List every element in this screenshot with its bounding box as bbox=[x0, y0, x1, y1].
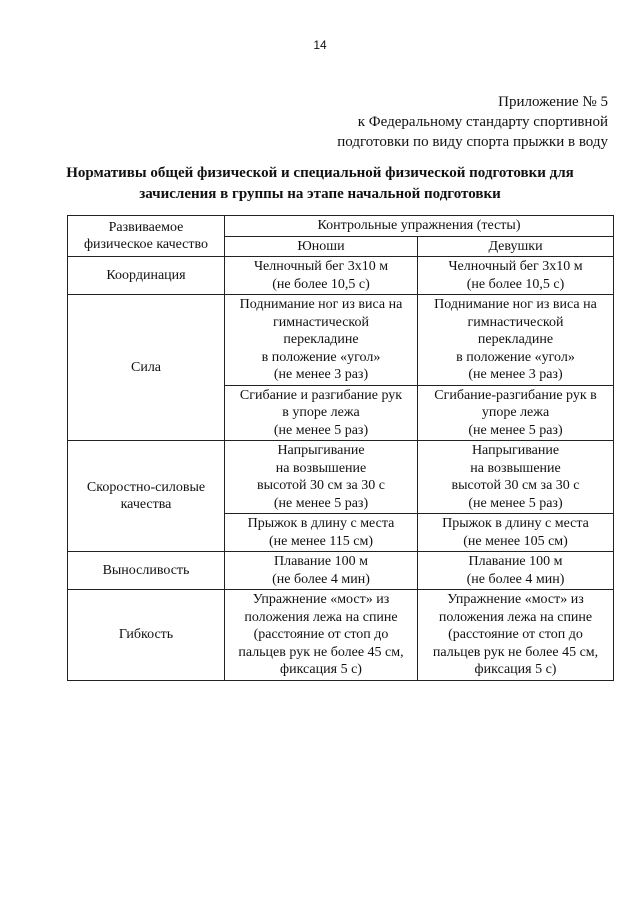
quality-cell: Гибкость bbox=[68, 590, 225, 681]
standards-table bbox=[67, 215, 614, 681]
boys-test-cell: Челночный бег 3х10 м (не более 10,5 с) bbox=[225, 257, 418, 295]
document-title-line-1: Нормативы общей физической и специальной физической подготовки для bbox=[66, 165, 574, 181]
girls-test-cell: Прыжок в длину с места (не менее 105 см) bbox=[418, 514, 614, 552]
girls-test-cell: Поднимание ног из виса на гимнастической перекладине в положение «угол» (не менее 3 раз) bbox=[418, 295, 614, 386]
boys-test-cell: Поднимание ног из виса на гимнастической перекладине в положение «угол» (не менее 3 раз) bbox=[225, 295, 418, 386]
document-title-line-2: зачисления в группы на этапе начальной подготовки bbox=[139, 186, 501, 202]
table-row bbox=[68, 257, 614, 295]
quality-cell: Сила bbox=[68, 295, 225, 441]
girls-test-cell: Плавание 100 м (не более 4 мин) bbox=[418, 552, 614, 590]
girls-test-cell: Челночный бег 3х10 м (не более 10,5 с) bbox=[418, 257, 614, 295]
table-row bbox=[68, 295, 614, 386]
quality-cell: Скоростно-силовые качества bbox=[68, 441, 225, 552]
girls-test-cell: Сгибание-разгибание рук в упоре лежа (не менее 5 раз) bbox=[418, 385, 614, 441]
header-girls-cell: Девушки bbox=[418, 236, 614, 257]
boys-test-cell: Напрыгивание на возвышение высотой 30 см за 30 с (не менее 5 раз) bbox=[225, 441, 418, 514]
boys-test-cell: Сгибание и разгибание рук в упоре лежа (не менее 5 раз) bbox=[225, 385, 418, 441]
girls-test-cell: Упражнение «мост» из положения лежа на спине (расстояние от стоп до пальцев рук не более 45 см, фиксация 5 с) bbox=[418, 590, 614, 681]
appendix-line-2: к Федеральному стандарту спортивной bbox=[357, 114, 608, 130]
boys-test-cell: Упражнение «мост» из положения лежа на спине (расстояние от стоп до пальцев рук не более 45 см, фиксация 5 с) bbox=[225, 590, 418, 681]
appendix-line-3: подготовки по виду спорта прыжки в воду bbox=[337, 134, 608, 150]
table-row bbox=[68, 590, 614, 681]
quality-cell: Координация bbox=[68, 257, 225, 295]
appendix-reference bbox=[288, 92, 608, 152]
header-quality-cell: Развиваемое физическое качество bbox=[68, 216, 225, 257]
table-row bbox=[68, 441, 614, 514]
girls-test-cell: Напрыгивание на возвышение высотой 30 см за 30 с (не менее 5 раз) bbox=[418, 441, 614, 514]
appendix-line-1: Приложение № 5 bbox=[498, 94, 608, 110]
table-row bbox=[68, 552, 614, 590]
boys-test-cell: Прыжок в длину с места (не менее 115 см) bbox=[225, 514, 418, 552]
boys-test-cell: Плавание 100 м (не более 4 мин) bbox=[225, 552, 418, 590]
header-boys-cell: Юноши bbox=[225, 236, 418, 257]
page-number: 14 bbox=[313, 38, 327, 52]
table-header-row bbox=[68, 216, 614, 237]
document-title bbox=[20, 163, 620, 205]
quality-cell: Выносливость bbox=[68, 552, 225, 590]
header-control-cell: Контрольные упражнения (тесты) bbox=[225, 216, 614, 237]
